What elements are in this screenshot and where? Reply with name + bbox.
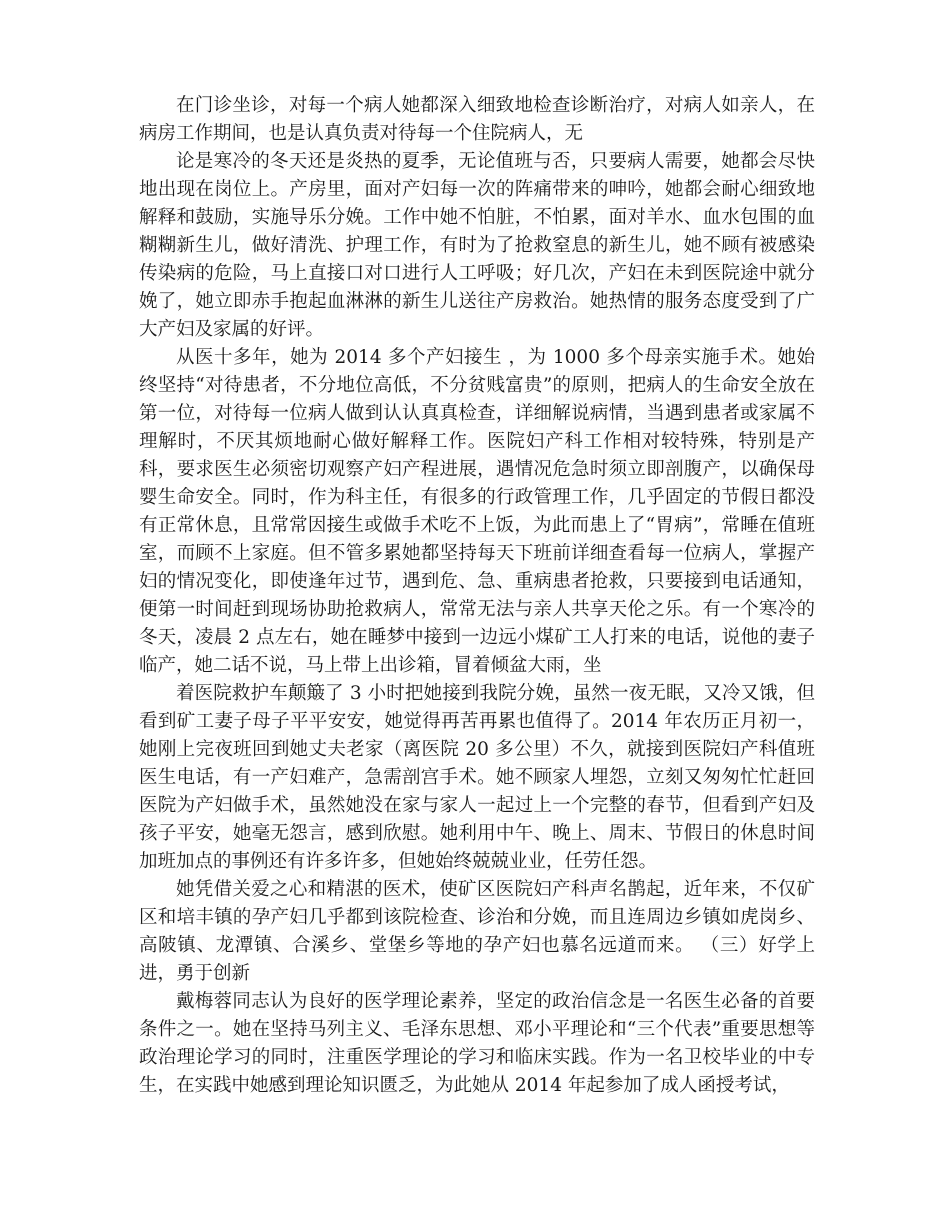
paragraph-2: 论是寒冷的冬天还是炎热的夏季，无论值班与否，只要病人需要，她都会尽快地出现在岗位上。产房里，面对产妇每一次的阵痛带来的呻吟，她都会耐心细致地解释和鼓励，实施导乐分娩。工作中她不怕脏，不怕累，面对羊水、血水包围的血糊糊新生儿，做好清洗、护理工作，有时为了抢救窒息的新生儿，她不顾有被感染传染病的危险，马上直接口对口进行人工呼吸；好几次，产妇在未到医院途中就分娩了，她立即赤手抱起血淋淋的新生儿送往产房救治。她热情的服务态度受到了广大产妇及家属的好评。	[139, 151, 815, 340]
document-body	[139, 92, 815, 1100]
paragraph-4: 着医院救护车颠簸了 3 小时把她接到我院分娩，虽然一夜无眠，又冷又饿，但看到矿工妻子母子平平安安，她觉得再苦再累也值得了。2014 年农历正月初一，她刚上完夜班回到她丈夫老家（离医院 20 多公里）不久，就接到医院妇产科值班医生电话，有一产妇难产，急需剖宫手术。她不顾家人埋怨，立刻又匆匆忙忙赶回医院为产妇做手术，虽然她没在家与家人一起过上一个完整的春节，但看到产妇及孩子平安，她毫无怨言，感到欣慰。她利用中午、晚上、周末、节假日的休息时间加班加点的事例还有许多许多，但她始终兢兢业业，任劳任怨。	[139, 683, 815, 872]
paragraph-1: 在门诊坐诊，对每一个病人她都深入细致地检查诊断治疗，对病人如亲人，在病房工作期间，也是认真负责对待每一个住院病人，无	[139, 95, 815, 144]
paragraph-5: 她凭借关爱之心和精湛的医术，使矿区医院妇产科声名鹊起，近年来，不仅矿区和培丰镇的孕产妇几乎都到该院检查、诊治和分娩，而且连周边乡镇如虎岗乡、高陂镇、龙潭镇、合溪乡、堂堡乡等地的孕产妇也慕名远道而来。 （三）好学上进，勇于创新	[139, 879, 815, 984]
paragraph-3: 从医十多年，她为 2014 多个产妇接生 ，为 1000 多个母亲实施手术。她始终坚持“对待患者，不分地位高低，不分贫贱富贵”的原则，把病人的生命安全放在第一位，对待每一位病人做到认认真真检查，详细解说病情，当遇到患者或家属不理解时，不厌其烦地耐心做好解释工作。医院妇产科工作相对较特殊，特别是产科，要求医生必须密切观察产妇产程进展，遇情况危急时须立即剖腹产，以确保母婴生命安全。同时，作为科主任，有很多的行政管理工作，几乎固定的节假日都没有正常休息，且常常因接生或做手术吃不上饭，为此而患上了“胃病”，常睡在值班室，而顾不上家庭。但不管多累她都坚持每天下班前详细查看每一位病人，掌握产妇的情况变化，即使逢年过节，遇到危、急、重病患者抢救，只要接到电话通知，便第一时间赶到现场协助抢救病人，常常无法与亲人共享天伦之乐。有一个寒冷的冬天，凌晨 2 点左右，她在睡梦中接到一边远小煤矿工人打来的电话，说他的妻子临产，她二话不说，马上带上出诊箱，冒着倾盆大雨，坐	[139, 347, 815, 676]
paragraph-6: 戴梅蓉同志认为良好的医学理论素养，坚定的政治信念是一名医生必备的首要条件之一。她在坚持马列主义、毛泽东思想、邓小平理论和“三个代表”重要思想等政治理论学习的同时，注重医学理论的学习和临床实践。作为一名卫校毕业的中专生，在实践中她感到理论知识匮乏，为此她从 2014 年起参加了成人函授考试，	[139, 991, 815, 1096]
